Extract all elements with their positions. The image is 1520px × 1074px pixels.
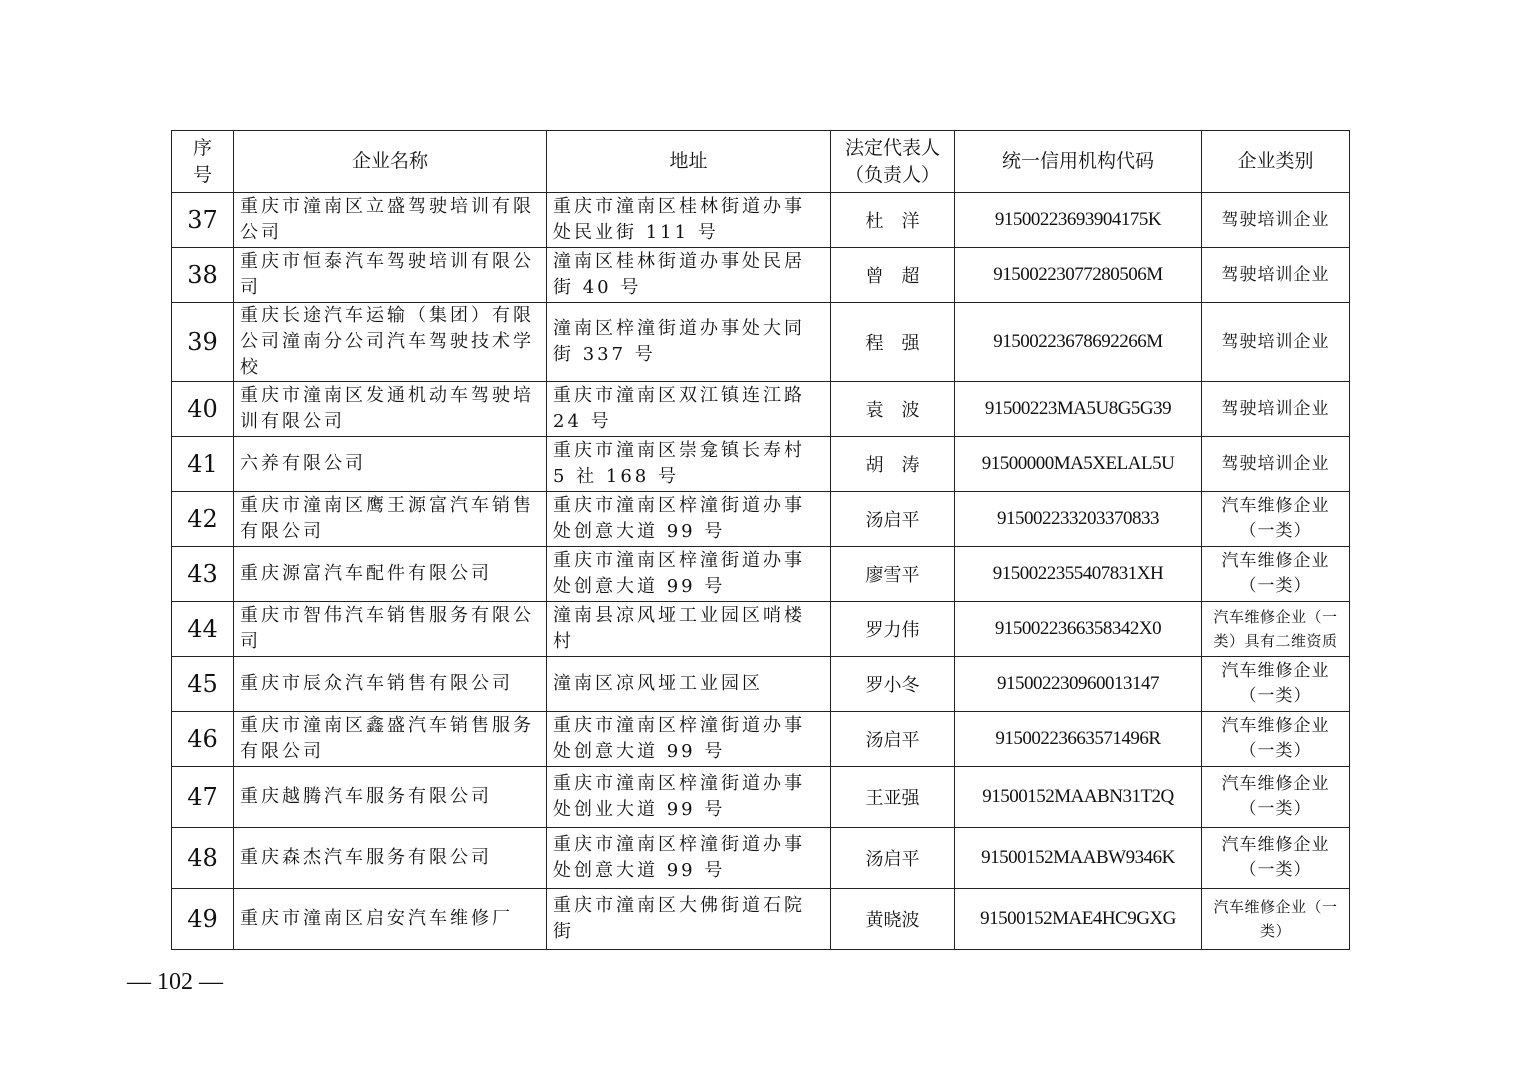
header-legal-rep: 法定代表人 （负责人） [831, 131, 955, 193]
table-row [172, 712, 1350, 767]
row-address: 潼南区凉风垭工业园区 [547, 657, 831, 712]
row-seq: 41 [172, 437, 234, 492]
row-credit-code: 91500152MAABN31T2Q [955, 767, 1202, 828]
row-category: 汽车维修企业（一类） [1202, 712, 1350, 767]
row-address: 重庆市潼南区双江镇连江路 24 号 [547, 382, 831, 437]
row-legal-rep: 杜洋 [831, 193, 955, 248]
header-seq: 序 号 [172, 131, 234, 193]
row-seq: 38 [172, 248, 234, 303]
row-credit-code: 91500223678692266M [955, 303, 1202, 382]
header-name: 企业名称 [234, 131, 547, 193]
row-category: 驾驶培训企业 [1202, 193, 1350, 248]
row-address: 重庆市潼南区崇龛镇长寿村 5 社 168 号 [547, 437, 831, 492]
header-credit-code: 统一信用机构代码 [955, 131, 1202, 193]
row-category: 汽车维修企业（一类） [1202, 547, 1350, 602]
row-seq: 37 [172, 193, 234, 248]
row-seq: 40 [172, 382, 234, 437]
row-category: 驾驶培训企业 [1202, 248, 1350, 303]
row-credit-code: 91500152MAE4HC9GXG [955, 889, 1202, 950]
row-legal-rep: 罗小冬 [831, 657, 955, 712]
row-credit-code: 91500223663571496R [955, 712, 1202, 767]
row-legal-rep: 汤启平 [831, 712, 955, 767]
table-row [172, 828, 1350, 889]
table-row [172, 437, 1350, 492]
row-company-name: 重庆市智伟汽车销售服务有限公司 [234, 602, 547, 657]
table-header-row [172, 131, 1350, 193]
row-legal-rep: 袁波 [831, 382, 955, 437]
page-number: — 102 — [127, 969, 223, 995]
enterprise-registry-table [171, 130, 1350, 950]
row-seq: 49 [172, 889, 234, 950]
table-row [172, 889, 1350, 950]
row-credit-code: 9150022355407831XH [955, 547, 1202, 602]
row-legal-rep: 曾超 [831, 248, 955, 303]
row-address: 重庆市潼南区大佛街道石院街 [547, 889, 831, 950]
row-company-name: 重庆市潼南区鑫盛汽车销售服务有限公司 [234, 712, 547, 767]
row-address: 重庆市潼南区梓潼街道办事处创业大道 99 号 [547, 767, 831, 828]
row-company-name: 重庆市辰众汽车销售有限公司 [234, 657, 547, 712]
row-seq: 44 [172, 602, 234, 657]
row-category: 汽车维修企业（一类） [1202, 889, 1350, 950]
row-address: 重庆市潼南区梓潼街道办事处创意大道 99 号 [547, 828, 831, 889]
row-category: 汽车维修企业（一类） [1202, 828, 1350, 889]
table-row [172, 657, 1350, 712]
row-address: 重庆市潼南区梓潼街道办事处创意大道 99 号 [547, 492, 831, 547]
row-legal-rep: 廖雪平 [831, 547, 955, 602]
header-address: 地址 [547, 131, 831, 193]
row-address: 重庆市潼南区梓潼街道办事处创意大道 99 号 [547, 547, 831, 602]
row-company-name: 重庆市潼南区立盛驾驶培训有限公司 [234, 193, 547, 248]
row-credit-code: 91500152MAABW9346K [955, 828, 1202, 889]
row-seq: 39 [172, 303, 234, 382]
row-credit-code: 91500000MA5XELAL5U [955, 437, 1202, 492]
table-row [172, 248, 1350, 303]
row-company-name: 重庆长途汽车运输（集团）有限公司潼南分公司汽车驾驶技术学校 [234, 303, 547, 382]
row-category: 驾驶培训企业 [1202, 382, 1350, 437]
row-seq: 46 [172, 712, 234, 767]
row-credit-code: 915002230960013147 [955, 657, 1202, 712]
row-seq: 47 [172, 767, 234, 828]
row-category: 汽车维修企业（一类）具有二维资质 [1202, 602, 1350, 657]
row-legal-rep: 胡涛 [831, 437, 955, 492]
row-address: 潼南县凉风垭工业园区哨楼村 [547, 602, 831, 657]
row-legal-rep: 王亚强 [831, 767, 955, 828]
row-legal-rep: 程强 [831, 303, 955, 382]
row-company-name: 重庆越腾汽车服务有限公司 [234, 767, 547, 828]
row-category: 驾驶培训企业 [1202, 437, 1350, 492]
row-category: 汽车维修企业（一类） [1202, 657, 1350, 712]
row-legal-rep: 汤启平 [831, 828, 955, 889]
row-company-name: 重庆市潼南区鹰王源富汽车销售有限公司 [234, 492, 547, 547]
row-credit-code: 915002233203370833 [955, 492, 1202, 547]
table-row [172, 303, 1350, 382]
row-legal-rep: 黄晓波 [831, 889, 955, 950]
row-seq: 42 [172, 492, 234, 547]
row-credit-code: 91500223MA5U8G5G39 [955, 382, 1202, 437]
row-credit-code: 91500223077280506M [955, 248, 1202, 303]
row-company-name: 六养有限公司 [234, 437, 547, 492]
row-address: 重庆市潼南区桂林街道办事处民业街 111 号 [547, 193, 831, 248]
table-row [172, 382, 1350, 437]
table-row [172, 193, 1350, 248]
table-row [172, 602, 1350, 657]
row-seq: 45 [172, 657, 234, 712]
table-row [172, 547, 1350, 602]
row-category: 驾驶培训企业 [1202, 303, 1350, 382]
row-company-name: 重庆市恒泰汽车驾驶培训有限公司 [234, 248, 547, 303]
row-category: 汽车维修企业（一类） [1202, 767, 1350, 828]
row-seq: 48 [172, 828, 234, 889]
row-seq: 43 [172, 547, 234, 602]
row-credit-code: 91500223693904175K [955, 193, 1202, 248]
table-row [172, 492, 1350, 547]
row-credit-code: 9150022366358342X0 [955, 602, 1202, 657]
row-legal-rep: 罗力伟 [831, 602, 955, 657]
row-address: 潼南区桂林街道办事处民居街 40 号 [547, 248, 831, 303]
row-legal-rep: 汤启平 [831, 492, 955, 547]
row-company-name: 重庆源富汽车配件有限公司 [234, 547, 547, 602]
row-address: 重庆市潼南区梓潼街道办事处创意大道 99 号 [547, 712, 831, 767]
row-company-name: 重庆市潼南区发通机动车驾驶培训有限公司 [234, 382, 547, 437]
table-row [172, 767, 1350, 828]
row-company-name: 重庆森杰汽车服务有限公司 [234, 828, 547, 889]
row-address: 潼南区梓潼街道办事处大同街 337 号 [547, 303, 831, 382]
row-company-name: 重庆市潼南区启安汽车维修厂 [234, 889, 547, 950]
row-category: 汽车维修企业（一类） [1202, 492, 1350, 547]
header-category: 企业类别 [1202, 131, 1350, 193]
